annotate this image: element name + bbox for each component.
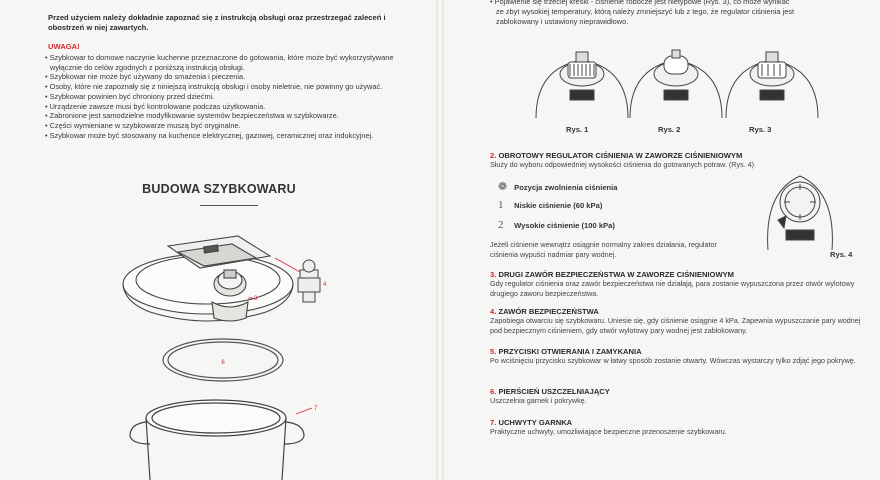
diagram-label-3: 3 [254,296,258,302]
continued-text-line: zablokowany i ustawiony nieprawidłowo. [496,17,629,26]
valve-figure-rys3 [726,52,818,118]
setting-label: Wysokie ciśnienie (100 kPa) [514,221,615,230]
section-title: BUDOWA SZYBKOWARU [142,182,296,196]
warning-item: • Zabronione jest samodzielne modyfikowanie systemów bezpieczeństwa w szybkowarze. [44,111,416,121]
warning-item: • Urządzenie zawsze musi być kontrolowane podczas użytkowania. [44,102,416,112]
continued-text-line: • Pojawienie się trzeciej kreski - ciśnienie robocze jest nietypowe (Rys. 3), co może wynikać [490,0,790,6]
figure-label-rys4: Rys. 4 [830,250,853,259]
section-description: Gdy regulator ciśnienia oraz zawór bezpieczeństwa nie działają, para zostanie wypuszczona przez otwór wylotowy drugiego zaworu bezpieczeństwa. [490,279,855,299]
setting-low [498,199,602,211]
section-description: Służy do wyboru odpowiedniej wysokości ciśnienia do gotowanych potraw. (Rys. 4) [490,160,755,169]
right-page [442,0,880,480]
diagram-label-6: 6 [221,360,225,366]
intro-text: Przed użyciem należy dokładnie zapoznać się z instrukcją obsługi oraz przestrzegać zaleceń i obostrzeń w niej zawartych. [48,13,386,32]
valve-part-illustration [298,260,320,302]
section-heading: UCHWYTY GARNKA [498,418,573,427]
section-number: 7. [490,418,497,427]
valve-figure-rys1 [536,52,628,118]
section-6 [490,387,865,406]
section-number: 5. [490,347,497,356]
warning-item: • Szybkowar może być stosowany na kuchence elektrycznej, gazowej, ceramicznej oraz indukcyjnej. [44,131,416,141]
section-heading: DRUGI ZAWÓR BEZPIECZEŃSTWA W ZAWORZE CIŚNIENIOWYM [498,270,735,279]
warning-item: • Szybkowar to domowe naczynie kuchenne przeznaczone do gotowania, które może być wykorzystywane wyłącznie do celów zgodnych z poniższą instrukcją obsługi. [44,53,416,72]
warning-item: • Części wymieniane w szybkowarze muszą być oryginalne. [44,121,416,131]
setting-number: 2 [498,219,504,231]
valve-figure-rys2 [630,50,722,118]
section-number: 6. [490,387,497,396]
figure-label-rys2: Rys. 2 [658,125,681,134]
figure-label-rys1: Rys. 1 [566,125,589,134]
section-3 [490,270,865,300]
section-heading: OBROTOWY REGULATOR CIŚNIENIA W ZAWORZE CIŚNIENIOWYM [498,151,743,160]
diagram-label-7: 7 [314,406,318,412]
pressure-cooker-diagram [120,222,350,480]
cooker-lid-illustration [123,236,293,321]
section-description: Po wciśnięciu przycisku szybkowar w łatwy sposób zostanie otwarty. Wówczas wystarczy tylko zdjąć jego pokrywę. [490,356,856,365]
pressure-regulator-figure [764,162,836,252]
section-heading: ZAWÓR BEZPIECZEŃSTWA [498,307,599,316]
settings-note [490,240,740,261]
section-number: 4. [490,307,497,316]
section-7 [490,418,865,437]
steam-release-icon: ❁ [498,181,508,193]
title-divider [200,205,258,206]
left-page [0,0,438,480]
pot-illustration [130,400,304,480]
section-description: Uszczelnia garnek i pokrywkę. [490,396,587,405]
setting-number: 1 [498,199,504,211]
section-4 [490,307,865,337]
section-number: 3. [490,270,497,279]
setting-release [498,180,618,193]
setting-label: Niskie ciśnienie (60 kPa) [514,201,603,210]
warning-item: • Szybkowar nie może być używany do smażenia i pieczenia. [44,72,416,82]
setting-high [498,219,615,231]
section-5 [490,347,865,366]
warning-item: • Osoby, które nie zapoznały się z niniejszą instrukcją obsługi i osoby nieletnie, nie powinny go używać. [44,82,416,92]
diagram-label-4: 4 [323,282,327,288]
section-heading: PIERŚCIEŃ USZCZELNIAJĄCY [498,387,610,396]
section-description: Praktyczne uchwyty, umożliwiające bezpieczne przenoszenie szybkowaru. [490,427,727,436]
figure-label-rys3: Rys. 3 [749,125,772,134]
warning-title: UWAGA! [48,42,80,51]
valve-figures [534,48,834,120]
settings-note-text: Jeżeli ciśnienie wewnątrz osiągnie normalny zakres działania, regulator ciśnienia wypuści nadmiar pary wodnej. [490,240,717,260]
warning-item: • Szybkowar powinien być chroniony przed dziećmi. [44,92,416,102]
section-heading: PRZYCISKI OTWIERANIA I ZAMYKANIA [498,347,642,356]
continued-text-line: ze zbyt wysokiej temperatury, którą należy zmniejszyć lub z tego, że regulator ciśnienia jest [496,7,795,16]
setting-label: Pozycja zwolnienia ciśnienia [514,183,618,192]
section-number: 2. [490,151,497,160]
warning-list [44,53,416,140]
section-description: Zapobiega otwarciu się szybkowaru. Uniesie się, gdy ciśnienie osiągnie 4 kPa. Zapewnia wypuszczanie pary wodnej pod bezpiecznym ciśnieniem, gdy otwór wylotowy pary wodnej jest zablokowany. [490,316,861,336]
